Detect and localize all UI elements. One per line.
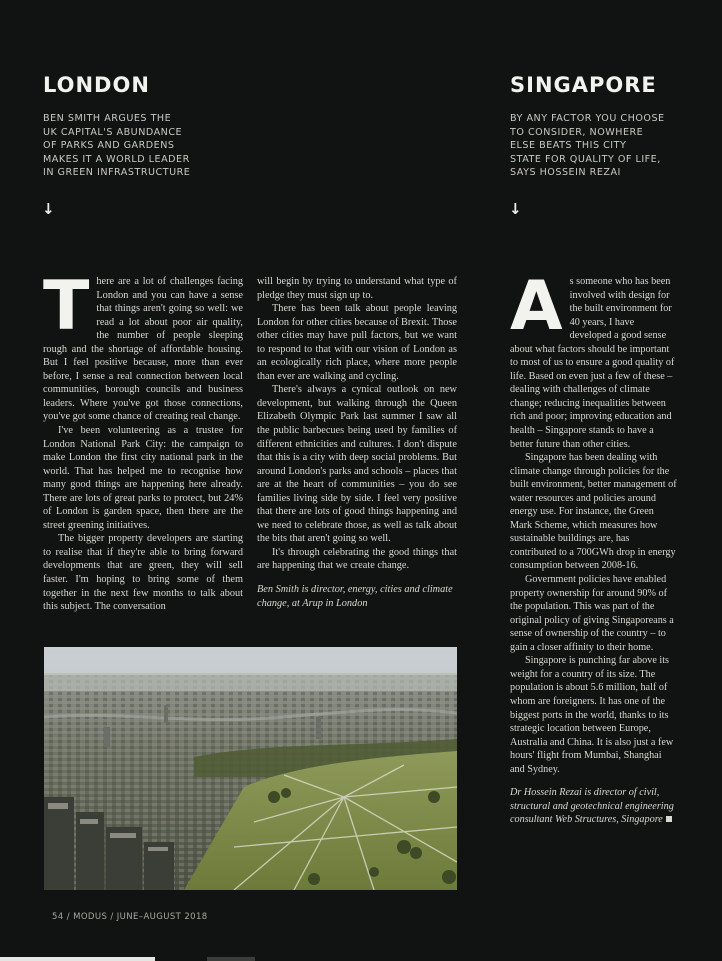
singapore-deck-line: TO CONSIDER, NOWHERE <box>510 126 644 138</box>
body-paragraph: I've been volunteering as a trustee for London National Park City: the campaign to make London the first city national park in the world. That has helped me to recognise how many good things are happening here already. There are lots of great parks to protect, but 24% of London is garden space, then there are the street greening initiatives. <box>43 425 243 531</box>
body-paragraph: It's through celebrating the good things that are happening that we create change. <box>257 546 457 572</box>
end-mark-icon <box>666 816 672 822</box>
london-deck <box>43 112 190 180</box>
body-paragraph: The bigger property developers are starting to realise that if they're able to bring forward developments that are green, they will sell faster. I'm hoping to bring some of them together in the next few months to talk about this subject. The conversation <box>43 533 243 613</box>
singapore-column <box>510 267 678 827</box>
body-paragraph: here are a lot of challenges facing London and you can have a sense that things aren't going so well: we read a lot about poor air quality, the number of people sleeping rough and the shortage of affordable housing. But I feel positive because, more than ever before, I sense a real connection between local communities, borough councils and business leaders. Where you've got those connections, you've got some chance of creating real change. <box>43 276 243 423</box>
body-paragraph: There has been talk about people leaving London for other cities because of Brexit. Those other cities may have pull factors, but we want to respond to that with our vision of London as an ecologically rich place, where more people than ever are walking and cycling. <box>257 303 457 382</box>
london-dropcap: T <box>43 267 90 346</box>
london-deck-line: MAKES IT A WORLD LEADER <box>43 153 190 165</box>
london-title: LONDON <box>43 73 150 97</box>
body-paragraph: Government policies have enabled property ownership for around 90% of the population. This was part of the original policy of giving Singaporeans a sense of ownership of the country – to gain a closer affinity to their home. <box>510 574 674 653</box>
down-arrow-icon: ↓ <box>509 200 522 218</box>
body-paragraph: s someone who has been involved with design for the built environment for 40 years, I have developed a good sense about what factors should be important to most of us to ensure a good quality of life. Based on even just a few of these – dealing with challenges of climate change; reducing inequalities between rich and poor; improving education and health – Singapore stands to have a better future than other cities. <box>510 276 675 450</box>
singapore-deck-line: SAYS HOSSEIN REZAI <box>510 167 621 179</box>
edge-bar <box>0 957 155 961</box>
singapore-deck-line: BY ANY FACTOR YOU CHOOSE <box>510 113 665 124</box>
body-paragraph: will begin by trying to understand what type of pledge they must sign up to. <box>257 276 457 301</box>
edge-bar <box>207 957 255 961</box>
london-column-1 <box>43 267 243 614</box>
london-deck-line: BEN SMITH ARGUES THE <box>43 113 172 124</box>
singapore-deck-line: STATE FOR QUALITY OF LIFE, <box>510 153 661 165</box>
down-arrow-icon: ↓ <box>42 200 55 218</box>
singapore-byline-text: Dr Hossein Rezai is director of civil, structural and geotechnical engineering consultant Web Structures, Singapore <box>510 787 674 826</box>
london-column-2 <box>257 275 457 610</box>
singapore-title: SINGAPORE <box>510 73 657 97</box>
london-deck-line: UK CAPITAL'S ABUNDANCE <box>43 126 183 138</box>
page-folio: 54 / MODUS / JUNE–AUGUST 2018 <box>52 912 208 922</box>
singapore-deck <box>510 112 665 180</box>
body-paragraph: There's always a cynical outlook on new development, but walking through the Queen Elizabeth Olympic Park last summer I saw all the public barbecues being used by families of different ethnicities and cultures. I don't dispute that this is a city with deep social problems. But around London's parks and schools – places that are at the heart of communities – you do see families living side by side. I feel very positive that there are lots of good things happening and we need to celebrate those, as well as talk about the bits that aren't going so well. <box>257 384 457 545</box>
singapore-byline <box>510 786 678 827</box>
singapore-dropcap: A <box>510 267 563 346</box>
body-paragraph: Singapore has been dealing with climate change through policies for the built environment, better management of water resources and policies around energy use. For instance, the Green Mark Scheme, which measures how sustainable buildings are, has contributed to a 700GWh drop in energy consumption between 2008-16. <box>510 452 677 572</box>
london-aerial-photo <box>44 647 457 890</box>
london-deck-line: IN GREEN INFRASTRUCTURE <box>43 167 191 179</box>
london-deck-line: OF PARKS AND GARDENS <box>43 140 175 152</box>
body-paragraph: Singapore is punching far above its weight for a country of its size. The population is about 5.6 million, half of whom are foreigners. It has one of the biggest ports in the world, thanks to its strategic location between Europe, Australia and China. It is also just a few hours' flight from Mumbai, Shanghai and Sydney. <box>510 655 674 775</box>
london-byline: Ben Smith is director, energy, cities and climate change, at Arup in London <box>257 584 453 609</box>
singapore-deck-line: ELSE BEATS THIS CITY <box>510 140 627 152</box>
